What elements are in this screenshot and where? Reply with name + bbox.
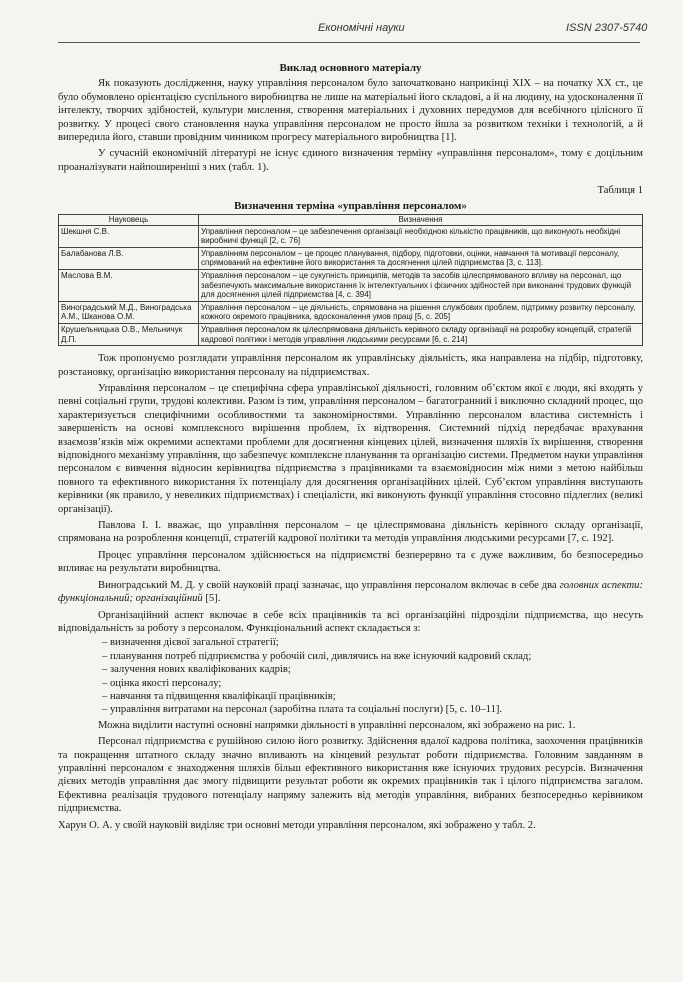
section-title: Виклад основного матеріалу [279, 62, 422, 74]
table-cell-definition: Управління персоналом як цілеспрямована діяльність керівного складу організації на розробку концепцій, стратегій кадрової політики і методів управління людськими ресурсами [6, с. 214] [199, 324, 643, 346]
table-row [59, 301, 643, 323]
table-cell-author: Балабанова Л.В. [59, 247, 199, 269]
table-cell-definition: Управлінням персоналом – це процес планування, підбору, підготовки, оцінки, навчання та мотивації персоналу, спрямований на ефективне його використання та досягнення цілей підприємства [3, с. 113]. [199, 247, 643, 269]
list-item: – навчання та підвищення кваліфікації працівників; [102, 690, 336, 702]
functional-aspect-list [102, 636, 643, 716]
table-row [59, 225, 643, 247]
paragraph-harun: Харун О. А. у своїй науковій виділяє три основні методи управління персоналом, які зображено у табл. 2. [58, 819, 536, 831]
paragraph-vynohradskyi-emphasis: головних аспекти: функціональний; організаційний [58, 579, 643, 605]
running-header [0, 18, 683, 40]
table-cell-author: Виноградський М.Д., Виноградська А.М., Шканова О.М. [59, 301, 199, 323]
paragraph-organizational-aspect: Організаційний аспект включає в себе всіх працівників та всі організаційні підрозділи підприємства, що несуть відповідальність за роботу з персоналом. Функціональний аспект складається з: [58, 609, 643, 634]
definitions-table [58, 214, 643, 346]
table-cell-definition: Управління персоналом – це сукупність принципів, методів та засобів цілеспрямованого впливу на персонал, що забезпечують максимальне використання їх інтелектуальних і фізичних здібностей при виконанні трудових функцій для досягнення цілей підприємства [4, с. 394] [199, 270, 643, 302]
column-header-definition: Визначення [199, 215, 643, 226]
table-title: Визначення терміна «управління персоналом» [234, 199, 467, 212]
table-row [59, 270, 643, 302]
issn-number: ISSN 2307-5740 [566, 22, 648, 34]
paragraph-specific-sphere: Управління персоналом – це специфічна сфера управлінської діяльності, головним об’єктом якої є люди, які входять у певні соціальні групи, трудові колективи. Разом із тим, управління персоналом – багатогранний і виключно складний процес, що характеризується специфічними особливостями та закономірностями. Управлінню персоналом властива системність і завершеність на основі комплексного вирішення проблем, їх відтворення. Системний підхід передбачає врахування взаємозв’язків між окремими аспектами проблеми для досягнення кінцевих цілей, визначення шляхів їх вирішення, створення відповідного механізму управління, що забезпечує комплексне планування та організацію системи. Предметом науки управління персоналом є вивчення відносин керівництва підприємства з працівниками та взаємовідносин між ними з метою найбільш повного та ефективного використання їх потенціалу для досягнення організаційних цілей. Суб’єктом управління виступають керівники (як правило, у невеликих підприємствах) і спеціалісти, які виконують функції управління стосовно підлеглих (великі організації). [58, 383, 643, 515]
table-number: Таблиця 1 [597, 185, 643, 197]
paragraph-vynohradskyi [58, 579, 643, 606]
column-header-author: Науковець [59, 215, 199, 226]
table-row [59, 324, 643, 346]
table-cell-definition: Управління персоналом – це забезпечення організації необхідною кількістю працівників, що виконують необхідні виробничі функції [2, с. 76] [199, 225, 643, 247]
paragraph-proposal: Тож пропонуємо розглядати управління персоналом як управлінську діяльність, яка направлена на підбір, підготовку, розстановку, організацію використання персоналу на підприємствах. [58, 353, 643, 378]
list-item: – визначення дієвої загальної стратегії; [102, 637, 279, 649]
table-header-row [59, 215, 643, 226]
paragraph-process: Процес управління персоналом здійснюється на підприємстві безперервно та є дуже важливим, бо безпосередньо впливає на результати виробництва. [58, 549, 643, 575]
list-item: – планування потреб підприємства у робочій силі, дивлячись на вже існуючий кадровий склад; [102, 650, 532, 662]
table-row [59, 247, 643, 269]
paragraph-vynohradskyi-start: Виноградський М. Д. у своїй науковій праці зазначає, що управління персоналом включає в себе два [98, 579, 560, 591]
paragraph-pavlova: Павлова І. І. вважає, що управління персоналом – це цілеспрямована діяльність керівного складу організації, спрямована на розроблення концепції, стратегій кадрової політики та методів управління людськими ресурсами [7, с. 192]. [58, 520, 643, 545]
table-cell-author: Шекшня С.В. [59, 225, 199, 247]
paragraph-intro: Як показують дослідження, науку управління персоналом було започатковано наприкінці XIX – на початку XX ст., це було обумовлено орієнтацією суспільного виробництва не лише на матеріальні його складові, а й на людину, на удосконалення її інтелекту, творчих здібностей, культури мислення, створення матеріальних і духовних передумов для всебічного цілісного її розвитку. У процесі свого становлення наука управління персоналом не просто йшла за розвитком техніки і технологій, а й випередила його, ставши провідним чинником прогресу матеріального виробництва [1]. [58, 78, 643, 144]
paragraph-directions: Можна виділити наступні основні напрямки діяльності в управлінні персоналом, які зображено на рис. 1. [98, 719, 576, 731]
list-item: – управління витратами на персонал (заробітна плата та соціальні послуги) [5, с. 10–11]. [102, 704, 503, 716]
paragraph-definitions-lead: У сучасній економічній літературі не існує єдиного визначення терміну «управління персоналом», тому є доцільним проаналізувати найпоширеніші з них (табл. 1). [58, 148, 643, 173]
list-item: – залучення нових кваліфікованих кадрів; [102, 664, 291, 676]
table-cell-author: Крушельницька О.В., Мельничук Д.П. [59, 324, 199, 346]
table-cell-author: Маслова В.М. [59, 270, 199, 302]
table-cell-definition: Управління персоналом – це діяльність, спрямована на рішення службових проблем, підтримку розвитку персоналу, кожного окремого працівника, вдосконалення умов праці [5, с. 205] [199, 301, 643, 323]
header-divider [58, 42, 640, 43]
list-item: – оцінка якості персоналу; [102, 677, 222, 689]
page-body [58, 62, 643, 832]
journal-name: Економічні науки [318, 22, 405, 34]
paragraph-vynohradskyi-end: [5]. [202, 593, 221, 605]
paragraph-personnel-force: Персонал підприємства є рушійною силою його розвитку. Здійснення вдалої кадрова політика, заохочення працівників та покращення штатного складу значно впливають на кінцевий результат роботи підприємства. Головним завданням в управлінні персоналом є знаходження шляхів більш ефективного використання вже існуючих трудових ресурсів. Визначення дієвих методів управління дає змогу підвищити результат роботи як окремих працівників так і цілого підприємства загалом. Ефективна реалізація трудового потенціалу напряму залежить від методів управління, вибраних безпосередньо керівником підприємства. [58, 736, 643, 815]
